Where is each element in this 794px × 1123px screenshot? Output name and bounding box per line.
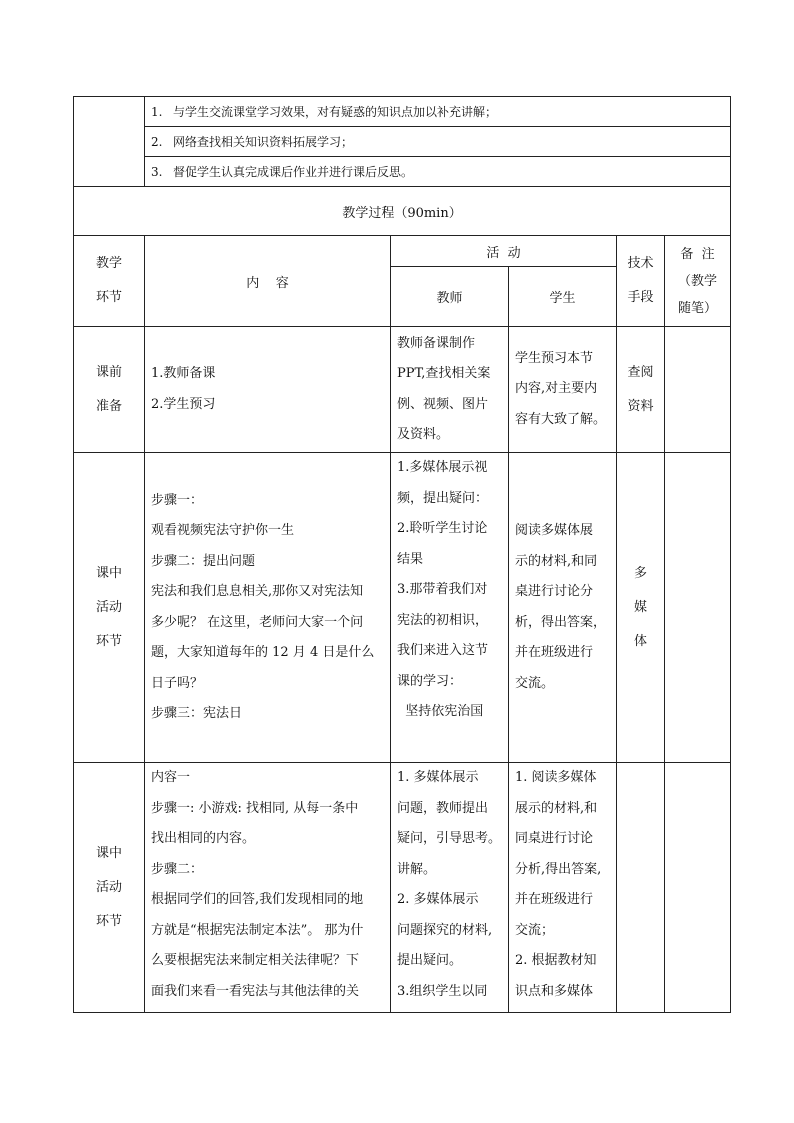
header-teacher: 教师 xyxy=(391,267,509,327)
header-activity: 活 动 xyxy=(391,236,617,267)
row3-content: 内容一 步骤一: 小游戏: 找相同, 从每一条中 找出相同的内容。 步骤二： 根据同学们的回答,我们发现相同的地 方就是“根据宪法制定本法”。 那为什 么要根据宪法来制定相关法律呢？下 面我们来看一看宪法与其他法律的关 xyxy=(145,763,391,1013)
row3-teacher: 1. 多媒体展示 问题，教师提出 疑问，引导思考。 讲解。 2. 多媒体展示 问题探究的材料, 提出疑问。 3.组织学生以同 xyxy=(391,763,509,1013)
row2-stage: 课中 活动 环节 xyxy=(74,453,145,763)
row2-student: 阅读多媒体展 示的材料,和同 桌进行讨论分 析，得出答案， 并在班级进行 交流。 xyxy=(509,453,617,763)
header-stage: 教学 环节 xyxy=(74,236,145,327)
row3-stage: 课中 活动 环节 xyxy=(74,763,145,1013)
row2-content: 步骤一： 观看视频宪法守护你一生 步骤二：提出问题 宪法和我们息息相关,那你又对宪法知 多少呢？ 在这里，老师问大家一个问 题，大家知道每年的 12 月 4 日是什么 日子吗？ 步骤三：宪法日 xyxy=(145,453,391,763)
header-tech: 技术 手段 xyxy=(617,236,665,327)
row2-remark xyxy=(665,453,731,763)
lesson-plan-table xyxy=(73,96,731,1013)
header-remark: 备 注 （教学 随笔） xyxy=(665,236,731,327)
row1-stage: 课前 准备 xyxy=(74,327,145,453)
goal-label-cell xyxy=(74,97,145,187)
row2-tech: 多 媒 体 xyxy=(617,453,665,763)
row3-student: 1. 阅读多媒体 展示的材料,和 同桌进行讨论 分析,得出答案, 并在班级进行 交流； 2. 根据教材知 识点和多媒体 xyxy=(509,763,617,1013)
row1-tech: 查阅 资料 xyxy=(617,327,665,453)
process-title: 教学过程（90min） xyxy=(74,187,731,236)
row3-remark xyxy=(665,763,731,1013)
row1-teacher: 教师备课制作 PPT,查找相关案 例、视频、图片 及资料。 xyxy=(391,327,509,453)
row1-remark xyxy=(665,327,731,453)
header-student: 学生 xyxy=(509,267,617,327)
row3-tech xyxy=(617,763,665,1013)
row1-content: 1.教师备课 2.学生预习 xyxy=(145,327,391,453)
row2-teacher: 1.多媒体展示视 频，提出疑问： 2.聆听学生讨论 结果 3.那带着我们对 宪法的初相识， 我们来进入这节 课的学习： 坚持依宪治国 xyxy=(391,453,509,763)
row1-student: 学生预习本节 内容,对主要内 容有大致了解。 xyxy=(509,327,617,453)
goal-item-3: 3. 督促学生认真完成课后作业并进行课后反思。 xyxy=(145,157,731,187)
header-content: 内 容 xyxy=(145,236,391,327)
goal-item-1: 1. 与学生交流课堂学习效果，对有疑惑的知识点加以补充讲解； xyxy=(145,97,731,127)
goal-item-2: 2. 网络查找相关知识资料拓展学习； xyxy=(145,127,731,157)
